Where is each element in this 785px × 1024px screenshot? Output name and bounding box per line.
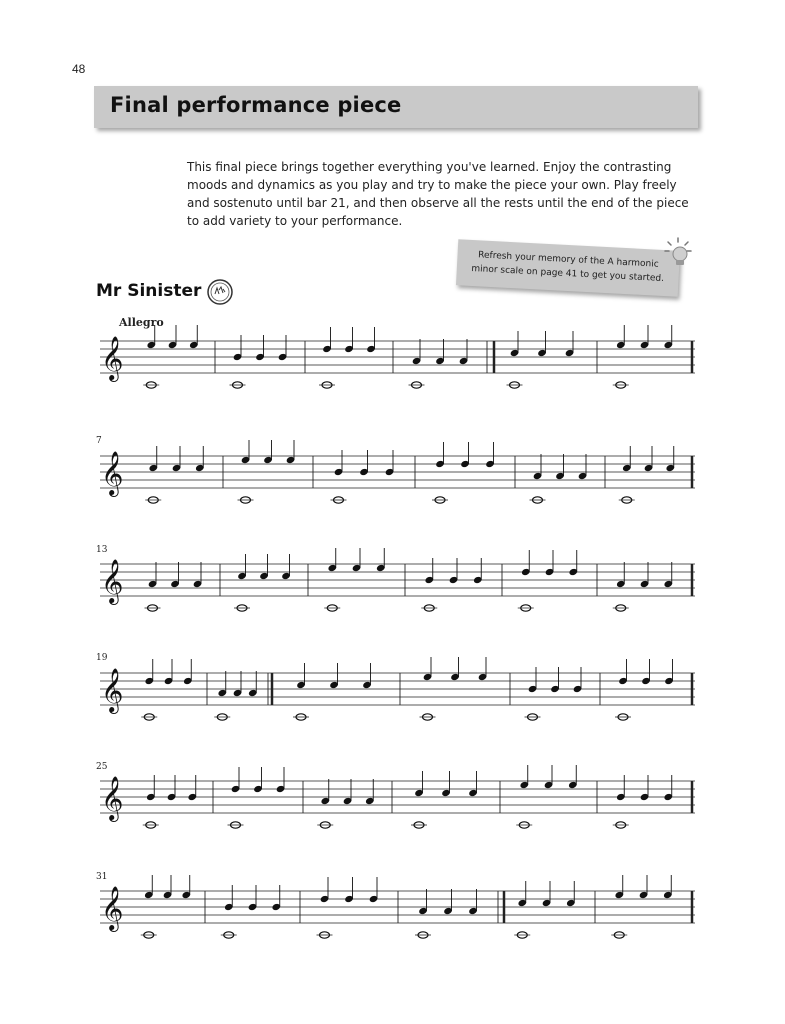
banner-title: Final performance piece [110, 93, 402, 117]
treble-clef: 𝄞 [101, 451, 124, 495]
tempo-marking: Allegro [119, 316, 164, 329]
treble-clef: 𝄞 [101, 886, 124, 930]
bar-number: 31 [96, 872, 108, 882]
section-banner [94, 86, 698, 128]
music-system-6 [0, 875, 785, 955]
treble-clef: 𝄞 [101, 776, 124, 820]
bar-number: 13 [96, 545, 108, 555]
music-system-4 [0, 657, 785, 737]
music-system-2 [0, 440, 785, 520]
bar-number: 19 [96, 653, 108, 663]
treble-clef: 𝄞 [101, 336, 124, 380]
music-system-5 [0, 765, 785, 845]
treble-clef: 𝄞 [101, 668, 124, 712]
intro-paragraph: This final piece brings together everything you've learned. Enjoy the contrasting moods and dynamics as you play and try to make the piece your own. Play freely and sostenuto until bar 21, and then observe all the rests until the end of the piece to add variety to your performance. [187, 160, 689, 228]
bar-number: 7 [96, 436, 102, 446]
music-system-1 [0, 325, 785, 405]
bar-number: 25 [96, 762, 108, 772]
tip-note-line-1: Refresh your memory of the A harmonic [477, 250, 659, 270]
page-number: 48 [72, 62, 86, 76]
tip-note-line-2: minor scale on page 41 to get you started. [471, 263, 665, 285]
audio-track-icon[interactable] [206, 278, 234, 306]
music-system-3 [0, 548, 785, 628]
treble-clef: 𝄞 [101, 559, 124, 603]
lightbulb-icon [663, 236, 693, 268]
piece-title: Mr Sinister [96, 281, 202, 301]
tip-note [456, 239, 680, 297]
